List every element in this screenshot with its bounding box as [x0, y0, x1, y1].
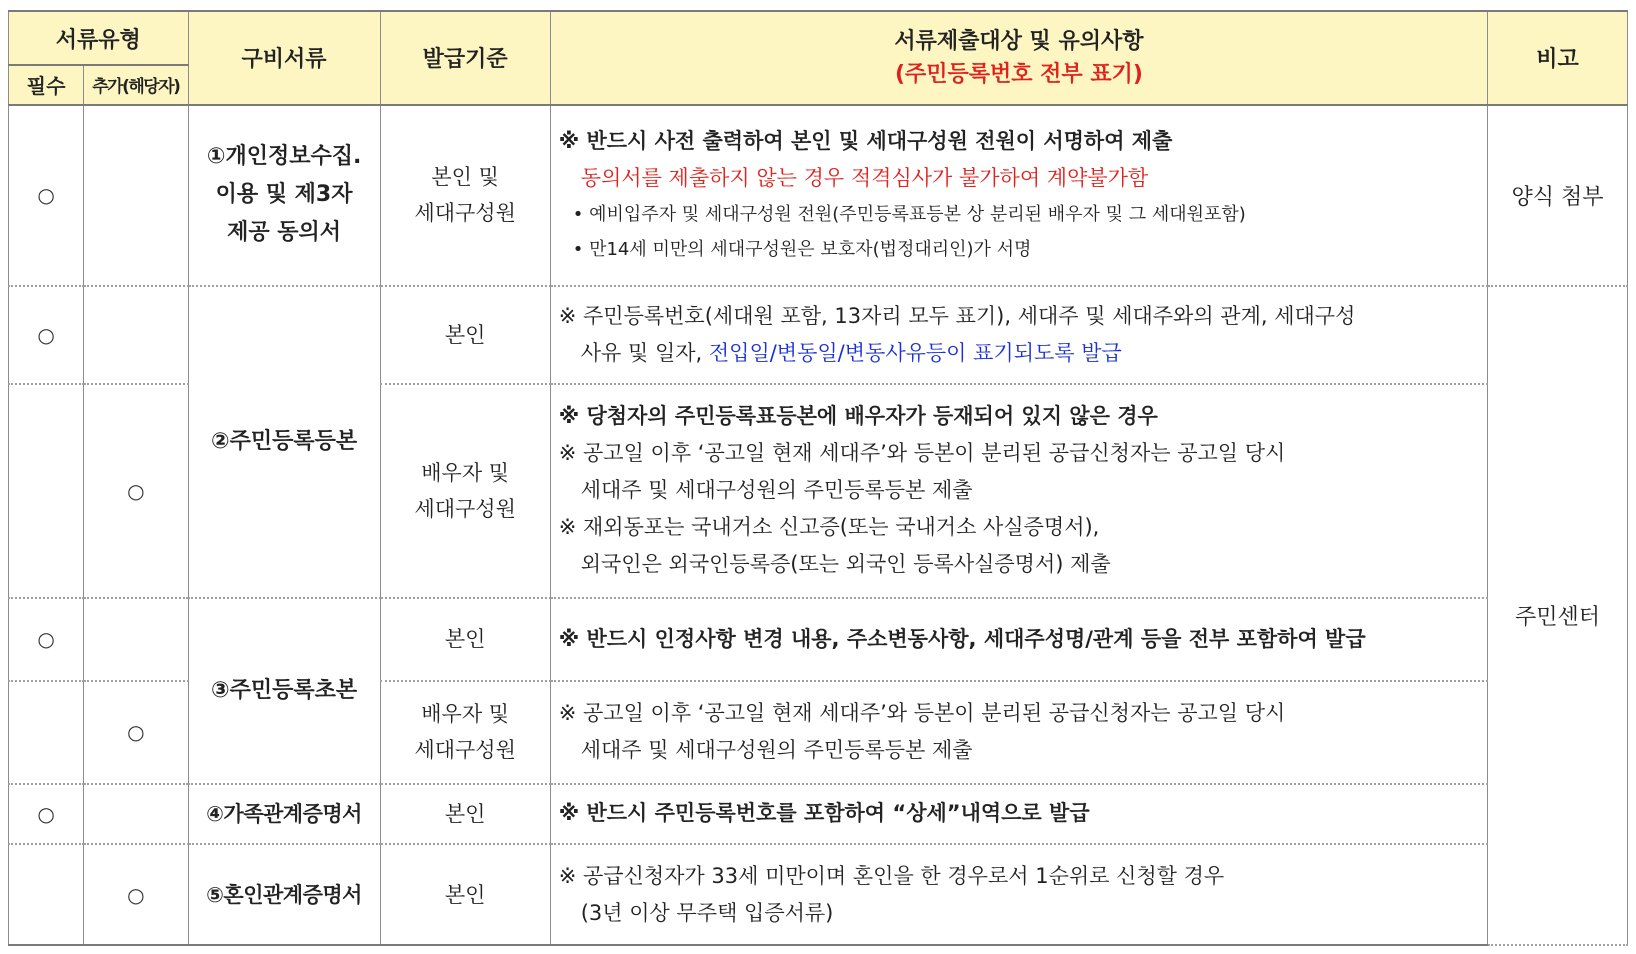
issue-basis — [380, 105, 550, 286]
document-name-line: 제공 동의서 — [227, 220, 342, 246]
note-line: ※ 반드시 사전 출력하여 본인 및 세대구성원 전원이 서명하여 제출 — [558, 129, 1173, 154]
issue-basis — [380, 681, 550, 784]
note-line: ※ 공고일 이후 ‘공고일 현재 세대주’와 등본이 분리된 공급신청자는 공고일 당시 — [558, 441, 1286, 466]
note-warning: 동의서를 제출하지 않는 경우 적격심사가 불가하여 계약불가함 — [580, 166, 1149, 191]
required-mark — [9, 384, 84, 597]
note-bullet: • 만14세 미만의 세대구성원은 보호자(법정대리인)가 서명 — [572, 239, 1032, 261]
note-line: ※ 반드시 인정사항 변경 내용, 주소변동사항, 세대주성명/관계 등을 전부 포함하여 발급 — [558, 626, 1366, 651]
note-line: ※ 주민등록번호(세대원 포함, 13자리 모두 표기), 세대주 및 세대주와의 관계, 세대구성 — [558, 303, 1356, 328]
additional-mark: ○ — [84, 844, 188, 945]
notes-cell — [550, 105, 1487, 286]
note-line — [559, 335, 1487, 372]
note-text: 사유 및 일자, — [580, 340, 709, 365]
basis-line: 본인 및 — [431, 165, 499, 190]
additional-mark: ○ — [84, 384, 188, 597]
header-additional: 추가(해당자) — [84, 65, 188, 105]
note-line: ※ 당첨자의 주민등록표등본에 배우자가 등재되어 있지 않은 경우 — [558, 404, 1158, 429]
document-name: ⑤혼인관계증명서 — [188, 844, 380, 945]
document-name: ④가족관계증명서 — [188, 784, 380, 844]
note-line: 세대주 및 세대구성원의 주민등록등본 제출 — [580, 738, 973, 763]
additional-mark — [84, 598, 188, 681]
required-mark: ○ — [9, 598, 84, 681]
note-line: (3년 이상 무주택 입증서류) — [580, 900, 834, 925]
header-remarks: 비고 — [1488, 11, 1628, 105]
note-line: ※ 공고일 이후 ‘공고일 현재 세대주’와 등본이 분리된 공급신청자는 공고일 당시 — [558, 701, 1286, 726]
additional-mark — [84, 784, 188, 844]
required-mark: ○ — [9, 105, 84, 286]
issue-basis: 본인 — [380, 598, 550, 681]
basis-line: 세대구성원 — [414, 201, 516, 226]
table-row — [9, 598, 1628, 681]
issue-basis: 본인 — [380, 286, 550, 385]
basis-line: 세대구성원 — [414, 738, 516, 763]
header-issue-basis: 발급기준 — [380, 11, 550, 105]
documents-table — [8, 10, 1628, 946]
note-line: ※ 반드시 주민등록번호를 포함하여 “상세”내역으로 발급 — [558, 801, 1090, 826]
document-name — [188, 105, 380, 286]
table-row — [9, 784, 1628, 844]
additional-mark — [84, 105, 188, 286]
note-line: ※ 재외동포는 국내거소 신고증(또는 국내거소 사실증명서), — [558, 515, 1100, 540]
note-line: 외국인은 외국인등록증(또는 외국인 등록사실증명서) 제출 — [580, 552, 1111, 577]
table-row — [9, 844, 1628, 945]
required-mark — [9, 681, 84, 784]
remark-form-attached: 양식 첨부 — [1488, 105, 1628, 286]
notes-cell — [550, 681, 1487, 784]
additional-mark: ○ — [84, 681, 188, 784]
notes-cell — [550, 598, 1487, 681]
header-notes-title: 서류제출대상 및 유의사항 — [894, 28, 1144, 54]
required-mark: ○ — [9, 784, 84, 844]
required-mark — [9, 844, 84, 945]
document-name: ②주민등록등본 — [188, 286, 380, 598]
basis-line: 세대구성원 — [414, 496, 516, 521]
required-mark: ○ — [9, 286, 84, 385]
table-row — [9, 286, 1628, 385]
header-documents: 구비서류 — [188, 11, 380, 105]
note-line: ※ 공급신청자가 33세 미만이며 혼인을 한 경우로서 1순위로 신청할 경우 — [558, 863, 1225, 888]
basis-line: 배우자 및 — [421, 460, 510, 485]
additional-mark — [84, 286, 188, 385]
header-doc-type: 서류유형 — [9, 11, 189, 65]
issue-basis: 본인 — [380, 844, 550, 945]
remark-community-center: 주민센터 — [1488, 286, 1628, 945]
header-required: 필수 — [9, 65, 84, 105]
document-name-line: ①개인정보수집. — [206, 144, 362, 170]
issue-basis — [380, 384, 550, 597]
note-bullet: • 예비입주자 및 세대구성원 전원(주민등록표등본 상 분리된 배우자 및 그 세대원포함) — [572, 204, 1246, 226]
notes-cell — [550, 384, 1487, 597]
header-notes-subtitle: (주민등록번호 전부 표기) — [894, 61, 1143, 87]
notes-cell — [550, 286, 1487, 385]
note-highlight: 전입일/변동일/변동사유등이 표기되도록 발급 — [708, 340, 1122, 365]
issue-basis: 본인 — [380, 784, 550, 844]
document-name-line: 이용 및 제3자 — [215, 182, 353, 208]
note-line: 세대주 및 세대구성원의 주민등록등본 제출 — [580, 478, 973, 503]
notes-cell — [550, 784, 1487, 844]
header-notes — [550, 11, 1487, 105]
basis-line: 배우자 및 — [421, 702, 510, 727]
document-name: ③주민등록초본 — [188, 598, 380, 784]
table-row — [9, 105, 1628, 286]
notes-cell — [550, 844, 1487, 945]
